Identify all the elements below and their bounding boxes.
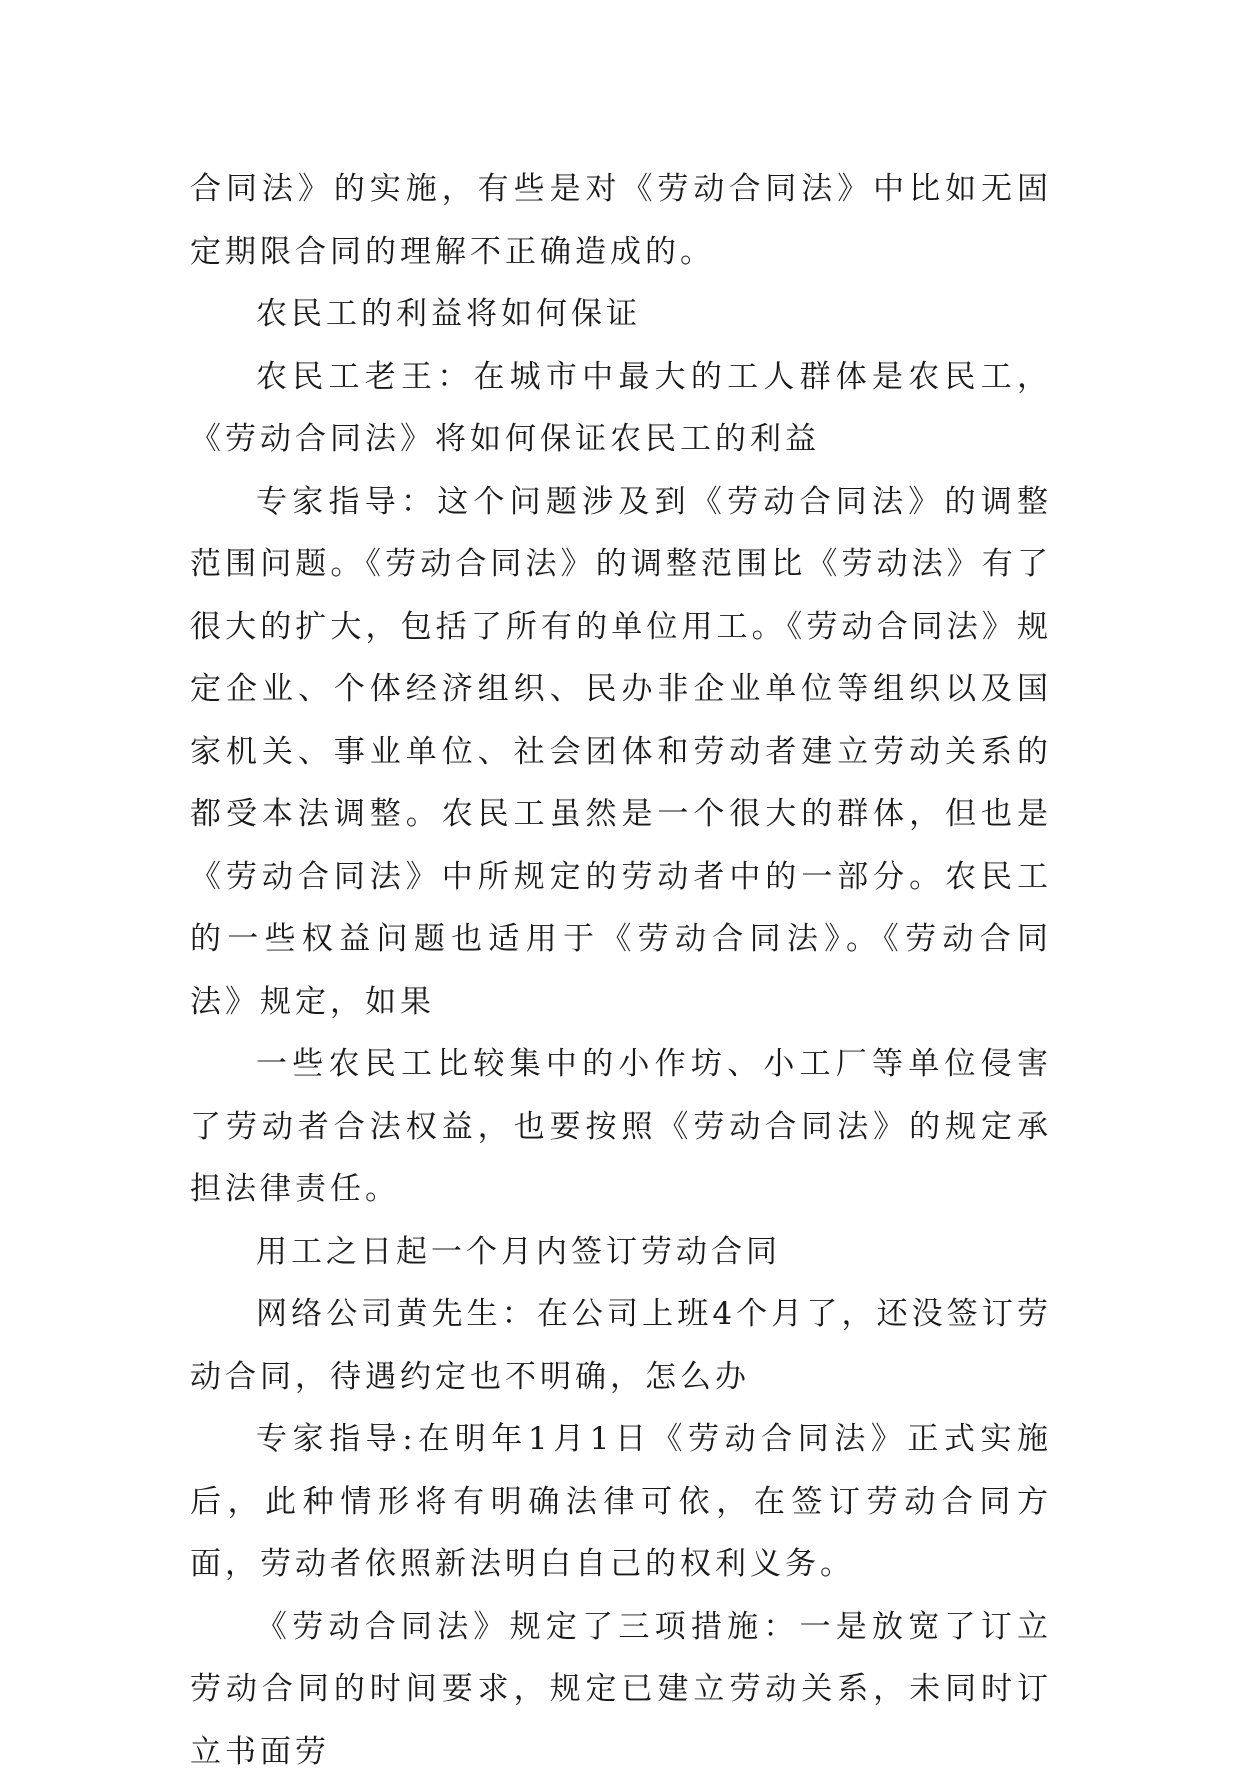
section-heading-migrant-workers: 农民工的利益将如何保证 xyxy=(190,283,1052,346)
expert-answer-implementation: 专家指导:在明年1月1日《劳动合同法》正式实施后，此种情形将有明确法律可依，在签订劳动合同方面，劳动者依照新法明白自己的权利义务。 xyxy=(190,1408,1052,1596)
question-lao-wang: 农民工老王：在城市中最大的工人群体是农民工，《劳动合同法》将如何保证农民工的利益 xyxy=(190,346,1052,471)
document-body xyxy=(190,158,1052,1783)
expert-answer-scope: 专家指导：这个问题涉及到《劳动合同法》的调整范围问题。《劳动合同法》的调整范围比《劳动法》有了很大的扩大，包括了所有的单位用工。《劳动合同法》规定企业、个体经济组织、民办非企业单位等组织以及国家机关、事业单位、社会团体和劳动者建立劳动关系的都受本法调整。农民工虽然是一个很大的群体，但也是《劳动合同法》中所规定的劳动者中的一部分。农民工的一些权益问题也适用于《劳动合同法》。《劳动合同法》规定，如果 xyxy=(190,471,1052,1034)
paragraph-continuation: 合同法》的实施，有些是对《劳动合同法》中比如无固定期限合同的理解不正确造成的。 xyxy=(190,158,1052,283)
expert-answer-continued: 一些农民工比较集中的小作坊、小工厂等单位侵害了劳动者合法权益，也要按照《劳动合同法》的规定承担法律责任。 xyxy=(190,1033,1052,1221)
paragraph-three-measures: 《劳动合同法》规定了三项措施：一是放宽了订立劳动合同的时间要求，规定已建立劳动关系，未同时订立书面劳 xyxy=(190,1596,1052,1783)
question-mr-huang: 网络公司黄先生：在公司上班4个月了，还没签订劳动合同，待遇约定也不明确，怎么办 xyxy=(190,1283,1052,1408)
section-heading-contract-signing: 用工之日起一个月内签订劳动合同 xyxy=(190,1221,1052,1284)
